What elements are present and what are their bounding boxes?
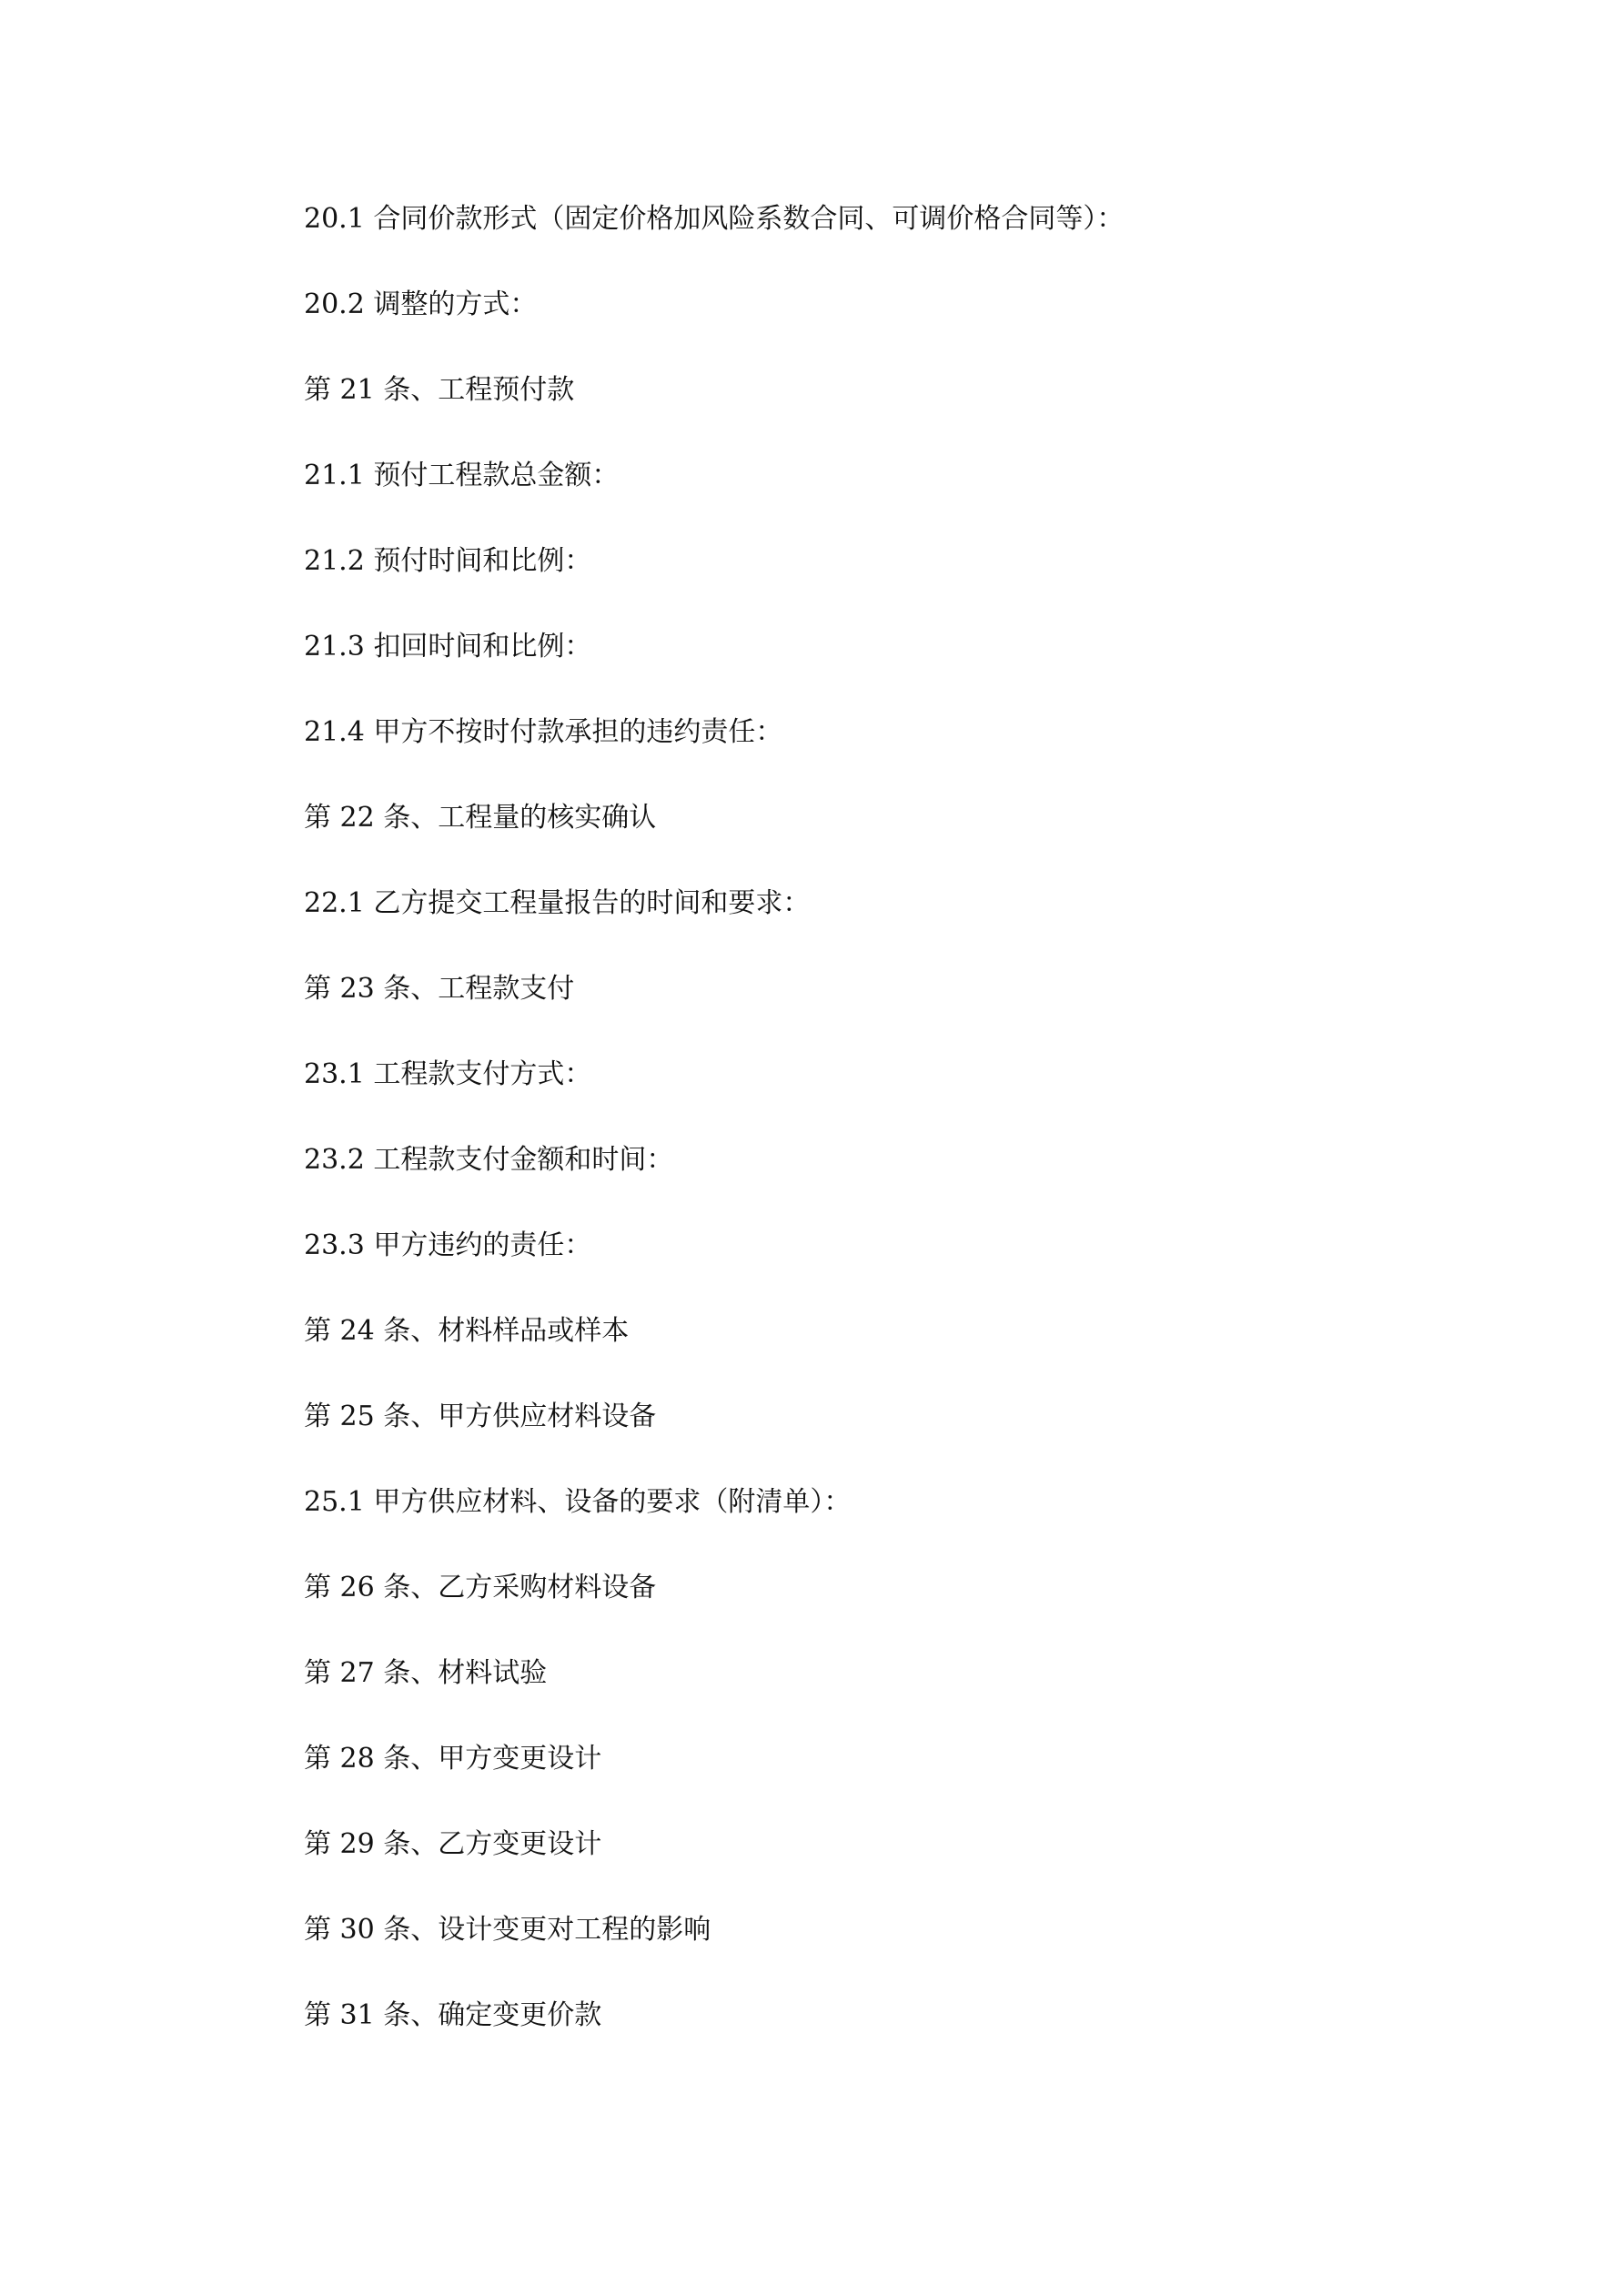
article-28-heading: 第 28 条、甲方变更设计 <box>304 1743 602 1775</box>
clause-25-1: 25.1 甲方供应材料、设备的要求（附清单）： <box>304 1486 852 1518</box>
article-25-heading: 第 25 条、甲方供应材料设备 <box>304 1401 657 1432</box>
clause-21-1: 21.1 预付工程款总金额： <box>304 460 620 491</box>
clause-21-2: 21.2 预付时间和比例： <box>304 545 592 577</box>
article-23-heading: 第 23 条、工程款支付 <box>304 973 575 1005</box>
article-21-heading: 第 21 条、工程预付款 <box>304 374 575 406</box>
article-22-heading: 第 22 条、工程量的核实确认 <box>304 802 657 834</box>
clause-20-1: 20.1 合同价款形式（固定价格加风险系数合同、可调价格合同等）： <box>304 203 1125 235</box>
clause-21-4: 21.4 甲方不按时付款承担的违约责任： <box>304 716 783 748</box>
clause-22-1: 22.1 乙方提交工程量报告的时间和要求： <box>304 887 811 919</box>
article-26-heading: 第 26 条、乙方采购材料设备 <box>304 1572 657 1603</box>
clause-21-3: 21.3 扣回时间和比例： <box>304 631 592 663</box>
article-29-heading: 第 29 条、乙方变更设计 <box>304 1828 602 1860</box>
article-31-heading: 第 31 条、确定变更价款 <box>304 1999 602 2031</box>
clause-23-3: 23.3 甲方违约的责任： <box>304 1229 592 1261</box>
clause-23-2: 23.2 工程款支付金额和时间： <box>304 1144 674 1176</box>
document-body <box>304 195 1396 2077</box>
article-24-heading: 第 24 条、材料样品或样本 <box>304 1315 630 1347</box>
article-27-heading: 第 27 条、材料试验 <box>304 1657 548 1689</box>
article-30-heading: 第 30 条、设计变更对工程的影响 <box>304 1914 711 1946</box>
clause-20-2: 20.2 调整的方式： <box>304 288 538 320</box>
clause-23-1: 23.1 工程款支付方式： <box>304 1058 592 1090</box>
